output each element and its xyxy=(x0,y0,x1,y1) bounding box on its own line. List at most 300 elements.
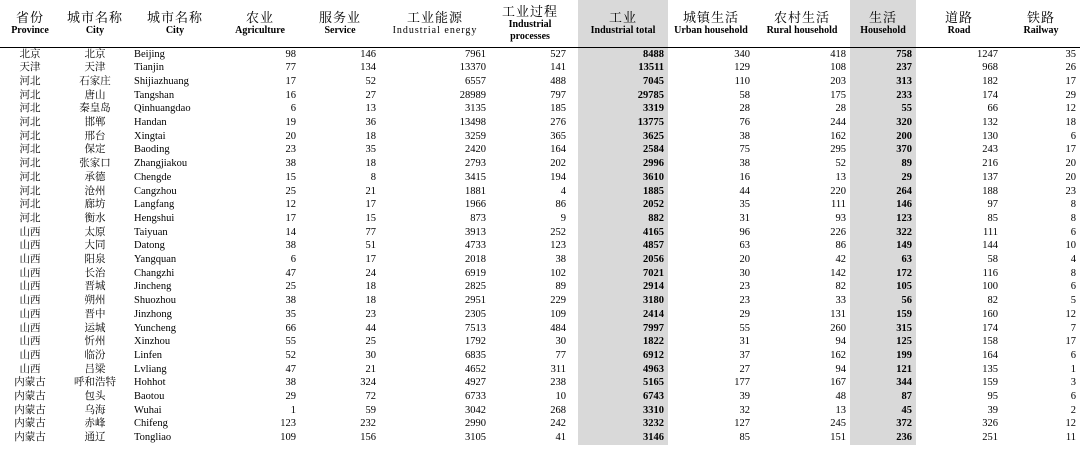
cell-city-cn: 朔州 xyxy=(84,295,106,307)
cell-industrial-total: 2056 xyxy=(578,253,668,267)
cell-industrial-energy: 13370 xyxy=(459,62,486,74)
cell-urban-household: 129 xyxy=(734,62,750,74)
cell-city-cn: 晋城 xyxy=(84,281,106,293)
cell-industrial-processes: 77 xyxy=(555,349,566,361)
cell-province: 河北 xyxy=(19,185,41,197)
table-row xyxy=(0,267,1080,281)
cell-gap xyxy=(570,253,578,267)
cell-railway: 5 xyxy=(1070,295,1076,307)
cell-railway: 10 xyxy=(1065,240,1076,252)
cell-service: 27 xyxy=(365,89,376,101)
cell-service: 36 xyxy=(365,117,376,129)
cell-province: 内蒙古 xyxy=(14,391,46,403)
cell-urban-household: 23 xyxy=(739,281,750,293)
header-railway: 铁路 Railway xyxy=(1023,9,1059,36)
table-row xyxy=(0,280,1080,294)
cell-province: 天津 xyxy=(19,62,41,74)
cell-road: 326 xyxy=(982,418,998,430)
cell-city-en: Chifeng xyxy=(134,418,168,430)
cell-industrial-energy: 4733 xyxy=(465,240,486,252)
cell-urban-household: 44 xyxy=(739,185,750,197)
cell-gap xyxy=(570,308,578,322)
cell-agriculture: 77 xyxy=(285,62,296,74)
cell-province: 山西 xyxy=(19,295,41,307)
cell-gap xyxy=(570,185,578,199)
cell-rural-household: 244 xyxy=(830,117,846,129)
cell-industrial-processes: 238 xyxy=(550,377,566,389)
cell-industrial-total: 2584 xyxy=(578,143,668,157)
cell-city-en: Yuncheng xyxy=(134,322,176,334)
cell-province: 山西 xyxy=(19,308,41,320)
cell-household: 236 xyxy=(850,431,916,445)
cell-industrial-energy: 2951 xyxy=(465,295,486,307)
cell-city-en: Zhangjiakou xyxy=(134,158,188,170)
cell-railway: 18 xyxy=(1065,117,1076,129)
cell-city-cn: 赤峰 xyxy=(84,418,106,430)
cell-city-cn: 呼和浩特 xyxy=(74,377,116,389)
cell-agriculture: 17 xyxy=(285,212,296,224)
cell-industrial-processes: 9 xyxy=(560,212,566,224)
table-row xyxy=(0,390,1080,404)
cell-agriculture: 109 xyxy=(280,432,296,444)
cell-industrial-processes: 527 xyxy=(550,48,566,60)
cell-industrial-energy: 7961 xyxy=(465,48,486,60)
cell-road: 182 xyxy=(982,75,998,87)
cell-road: 116 xyxy=(982,267,998,279)
cell-agriculture: 38 xyxy=(285,377,296,389)
table-row xyxy=(0,417,1080,431)
cell-gap xyxy=(570,431,578,445)
cell-city-en: Baoding xyxy=(134,144,170,156)
cell-city-cn: 长治 xyxy=(84,267,106,279)
cell-industrial-energy: 1792 xyxy=(465,336,486,348)
cell-gap xyxy=(570,102,578,116)
cell-industrial-energy: 6557 xyxy=(465,75,486,87)
header-city-en: 城市名称 City xyxy=(146,9,203,36)
cell-city-en: Baotou xyxy=(134,391,165,403)
table-row xyxy=(0,335,1080,349)
cell-city-en: Yangquan xyxy=(134,254,177,266)
cell-agriculture: 25 xyxy=(285,281,296,293)
cell-industrial-energy: 3105 xyxy=(465,432,486,444)
cell-road: 1247 xyxy=(977,48,998,60)
cell-household: 322 xyxy=(850,226,916,240)
cell-road: 58 xyxy=(987,254,998,266)
cell-city-en: Tangshan xyxy=(134,89,175,101)
cell-service: 72 xyxy=(365,391,376,403)
cell-urban-household: 31 xyxy=(739,336,750,348)
cell-service: 23 xyxy=(365,308,376,320)
cell-province: 山西 xyxy=(19,322,41,334)
cell-city-en: Wuhai xyxy=(134,404,162,416)
cell-gap xyxy=(570,349,578,363)
cell-city-cn: 衡水 xyxy=(84,212,106,224)
cell-province: 内蒙古 xyxy=(14,432,46,444)
cell-industrial-total: 3610 xyxy=(578,171,668,185)
table-row xyxy=(0,89,1080,103)
cell-industrial-total: 4165 xyxy=(578,226,668,240)
cell-rural-household: 131 xyxy=(830,308,846,320)
cell-road: 85 xyxy=(987,212,998,224)
cell-industrial-processes: 194 xyxy=(550,171,566,183)
cell-city-cn: 邢台 xyxy=(84,130,106,142)
cell-industrial-total: 3625 xyxy=(578,130,668,144)
cell-industrial-total: 2052 xyxy=(578,198,668,212)
cell-province: 山西 xyxy=(19,226,41,238)
cell-road: 243 xyxy=(982,144,998,156)
cell-urban-household: 38 xyxy=(739,158,750,170)
cell-service: 8 xyxy=(370,171,376,183)
cell-road: 158 xyxy=(982,336,998,348)
cell-railway: 6 xyxy=(1070,349,1076,361)
cell-industrial-processes: 488 xyxy=(550,75,566,87)
header-service: 服务业 Service xyxy=(318,9,361,36)
cell-city-en: Beijing xyxy=(134,48,165,60)
cell-household: 315 xyxy=(850,322,916,336)
cell-industrial-energy: 13498 xyxy=(459,117,486,129)
cell-agriculture: 12 xyxy=(285,199,296,211)
cell-household: 56 xyxy=(850,294,916,308)
cell-agriculture: 38 xyxy=(285,158,296,170)
cell-household: 758 xyxy=(850,47,916,61)
cell-urban-household: 177 xyxy=(734,377,750,389)
cell-household: 233 xyxy=(850,89,916,103)
cell-railway: 6 xyxy=(1070,130,1076,142)
cell-industrial-energy: 6733 xyxy=(465,391,486,403)
cell-gap xyxy=(570,143,578,157)
cell-household: 370 xyxy=(850,143,916,157)
cell-agriculture: 47 xyxy=(285,267,296,279)
cell-railway: 12 xyxy=(1065,308,1076,320)
cell-gap xyxy=(570,157,578,171)
cell-agriculture: 38 xyxy=(285,295,296,307)
cell-city-cn: 通辽 xyxy=(84,432,106,444)
cell-rural-household: 111 xyxy=(831,199,846,211)
cell-industrial-processes: 102 xyxy=(550,267,566,279)
cell-gap xyxy=(570,130,578,144)
cell-railway: 23 xyxy=(1065,185,1076,197)
cell-agriculture: 19 xyxy=(285,117,296,129)
cell-province: 内蒙古 xyxy=(14,404,46,416)
cell-gap xyxy=(570,47,578,61)
cell-road: 39 xyxy=(987,404,998,416)
cell-city-en: Datong xyxy=(134,240,165,252)
cell-road: 968 xyxy=(982,62,998,74)
cell-household: 372 xyxy=(850,417,916,431)
cell-household: 344 xyxy=(850,376,916,390)
cell-household: 159 xyxy=(850,308,916,322)
header-urban-household: 城镇生活 Urban household xyxy=(674,9,748,36)
cell-agriculture: 6 xyxy=(290,254,296,266)
cell-agriculture: 16 xyxy=(285,89,296,101)
cell-urban-household: 340 xyxy=(734,48,750,60)
cell-service: 51 xyxy=(365,240,376,252)
cell-gap xyxy=(570,294,578,308)
cell-road: 164 xyxy=(982,349,998,361)
cell-city-en: Shijiazhuang xyxy=(134,75,189,87)
cell-industrial-total: 6912 xyxy=(578,349,668,363)
cell-city-en: Langfang xyxy=(134,199,175,211)
cell-industrial-energy: 4652 xyxy=(465,363,486,375)
cell-industrial-energy: 1966 xyxy=(465,199,486,211)
cell-city-en: Linfen xyxy=(134,349,162,361)
cell-industrial-total: 13775 xyxy=(578,116,668,130)
header-row xyxy=(0,0,1080,47)
cell-household: 121 xyxy=(850,363,916,377)
cell-industrial-total: 1885 xyxy=(578,185,668,199)
cell-service: 18 xyxy=(365,130,376,142)
table-row xyxy=(0,322,1080,336)
table-row xyxy=(0,185,1080,199)
cell-agriculture: 38 xyxy=(285,240,296,252)
table-row xyxy=(0,171,1080,185)
cell-household: 172 xyxy=(850,267,916,281)
cell-road: 111 xyxy=(983,226,998,238)
cell-road: 100 xyxy=(982,281,998,293)
cell-agriculture: 1 xyxy=(290,404,296,416)
cell-rural-household: 82 xyxy=(835,281,846,293)
cell-service: 17 xyxy=(365,254,376,266)
cell-industrial-processes: 164 xyxy=(550,144,566,156)
table-row xyxy=(0,102,1080,116)
cell-road: 130 xyxy=(982,130,998,142)
table-row xyxy=(0,349,1080,363)
cell-industrial-total: 13511 xyxy=(578,61,668,75)
cell-province: 山西 xyxy=(19,254,41,266)
cell-industrial-energy: 2018 xyxy=(465,254,486,266)
cell-urban-household: 29 xyxy=(739,308,750,320)
cell-industrial-energy: 2990 xyxy=(465,418,486,430)
cell-city-en: Jinzhong xyxy=(134,308,172,320)
table-row xyxy=(0,116,1080,130)
cell-industrial-energy: 6919 xyxy=(465,267,486,279)
cell-railway: 29 xyxy=(1065,89,1076,101)
cell-industrial-total: 3232 xyxy=(578,417,668,431)
cell-railway: 8 xyxy=(1070,212,1076,224)
cell-gap xyxy=(570,322,578,336)
cell-railway: 6 xyxy=(1070,226,1076,238)
cell-railway: 11 xyxy=(1065,432,1076,444)
cell-industrial-processes: 109 xyxy=(550,308,566,320)
cell-city-cn: 秦皇岛 xyxy=(79,103,111,115)
header-household: 生活 Household xyxy=(850,0,916,47)
cell-service: 324 xyxy=(360,377,376,389)
cell-city-en: Tongliao xyxy=(134,432,172,444)
cell-city-cn: 大同 xyxy=(84,240,106,252)
cell-industrial-total: 7021 xyxy=(578,267,668,281)
cell-agriculture: 14 xyxy=(285,226,296,238)
cell-province: 河北 xyxy=(19,144,41,156)
header-industrial-processes: 工业过程 Industrial processes xyxy=(501,3,558,42)
cell-gap xyxy=(570,335,578,349)
cell-city-cn: 阳泉 xyxy=(84,254,106,266)
cell-rural-household: 42 xyxy=(835,254,846,266)
header-agriculture: 农业 Agriculture xyxy=(235,9,285,36)
cell-service: 232 xyxy=(360,418,376,430)
cell-gap xyxy=(570,61,578,75)
cell-industrial-processes: 276 xyxy=(550,117,566,129)
cell-province: 山西 xyxy=(19,281,41,293)
cell-rural-household: 28 xyxy=(835,103,846,115)
table-row xyxy=(0,47,1080,61)
cell-railway: 20 xyxy=(1065,158,1076,170)
cell-industrial-processes: 202 xyxy=(550,158,566,170)
cell-railway: 17 xyxy=(1065,336,1076,348)
cell-province: 内蒙古 xyxy=(14,418,46,430)
cell-industrial-processes: 252 xyxy=(550,226,566,238)
cell-service: 18 xyxy=(365,158,376,170)
cell-rural-household: 260 xyxy=(830,322,846,334)
cell-agriculture: 23 xyxy=(285,144,296,156)
cell-household: 63 xyxy=(850,253,916,267)
cell-city-cn: 沧州 xyxy=(84,185,106,197)
cell-industrial-total: 2414 xyxy=(578,308,668,322)
cell-rural-household: 33 xyxy=(835,295,846,307)
cell-railway: 7 xyxy=(1070,322,1076,334)
cell-province: 河北 xyxy=(19,89,41,101)
cell-railway: 8 xyxy=(1070,199,1076,211)
cell-service: 77 xyxy=(365,226,376,238)
cell-city-en: Chengde xyxy=(134,171,172,183)
cell-railway: 26 xyxy=(1065,62,1076,74)
cell-city-en: Xingtai xyxy=(134,130,166,142)
cell-railway: 1 xyxy=(1070,363,1076,375)
cell-industrial-processes: 89 xyxy=(555,281,566,293)
cell-road: 159 xyxy=(982,377,998,389)
cell-city-en: Jincheng xyxy=(134,281,172,293)
cell-province: 山西 xyxy=(19,267,41,279)
cell-gap xyxy=(570,116,578,130)
cell-household: 123 xyxy=(850,212,916,226)
cell-industrial-energy: 4927 xyxy=(465,377,486,389)
cell-industrial-total: 1822 xyxy=(578,335,668,349)
cell-agriculture: 55 xyxy=(285,336,296,348)
cell-city-en: Handan xyxy=(134,117,167,129)
cell-industrial-energy: 2825 xyxy=(465,281,486,293)
cell-railway: 17 xyxy=(1065,144,1076,156)
cell-city-en: Hohhot xyxy=(134,377,166,389)
cell-industrial-processes: 141 xyxy=(550,62,566,74)
header-rural-household: 农村生活 Rural household xyxy=(766,9,838,36)
cell-industrial-processes: 311 xyxy=(550,363,566,375)
cell-city-cn: 廊坊 xyxy=(84,199,106,211)
cell-province: 河北 xyxy=(19,199,41,211)
cell-urban-household: 63 xyxy=(739,240,750,252)
cell-road: 132 xyxy=(982,117,998,129)
cell-city-en: Changzhi xyxy=(134,267,175,279)
header-province: 省份 Province xyxy=(11,9,49,36)
table-row xyxy=(0,61,1080,75)
cell-province: 河北 xyxy=(19,130,41,142)
cell-industrial-energy: 3042 xyxy=(465,404,486,416)
header-gap xyxy=(570,0,578,47)
cell-road: 66 xyxy=(987,103,998,115)
cell-city-en: Shuozhou xyxy=(134,295,176,307)
cell-industrial-energy: 3259 xyxy=(465,130,486,142)
cell-industrial-total: 2914 xyxy=(578,280,668,294)
table-row xyxy=(0,239,1080,253)
cell-industrial-processes: 268 xyxy=(550,404,566,416)
cell-industrial-energy: 28989 xyxy=(459,89,486,101)
cell-industrial-total: 7045 xyxy=(578,75,668,89)
cell-household: 200 xyxy=(850,130,916,144)
cell-road: 95 xyxy=(987,391,998,403)
cell-city-cn: 唐山 xyxy=(84,89,106,101)
cell-industrial-energy: 3415 xyxy=(465,171,486,183)
cell-city-cn: 忻州 xyxy=(84,336,106,348)
cell-urban-household: 76 xyxy=(739,117,750,129)
cell-household: 199 xyxy=(850,349,916,363)
cell-city-cn: 北京 xyxy=(84,48,106,60)
cell-rural-household: 13 xyxy=(835,171,846,183)
cell-agriculture: 98 xyxy=(285,48,296,60)
cell-railway: 6 xyxy=(1070,391,1076,403)
cell-railway: 12 xyxy=(1065,418,1076,430)
table-row xyxy=(0,294,1080,308)
cell-urban-household: 32 xyxy=(739,404,750,416)
cell-road: 137 xyxy=(982,171,998,183)
cell-industrial-total: 4963 xyxy=(578,363,668,377)
cell-service: 156 xyxy=(360,432,376,444)
cell-rural-household: 203 xyxy=(830,75,846,87)
cell-household: 125 xyxy=(850,335,916,349)
cell-service: 24 xyxy=(365,267,376,279)
cell-industrial-total: 3180 xyxy=(578,294,668,308)
cell-industrial-processes: 185 xyxy=(550,103,566,115)
table-row xyxy=(0,157,1080,171)
cell-industrial-energy: 2420 xyxy=(465,144,486,156)
cell-industrial-processes: 86 xyxy=(555,199,566,211)
cell-gap xyxy=(570,212,578,226)
cell-industrial-total: 2996 xyxy=(578,157,668,171)
cell-agriculture: 6 xyxy=(290,103,296,115)
cell-province: 山西 xyxy=(19,336,41,348)
cell-industrial-processes: 797 xyxy=(550,89,566,101)
cell-city-en: Cangzhou xyxy=(134,185,177,197)
cell-urban-household: 16 xyxy=(739,171,750,183)
cell-province: 河北 xyxy=(19,75,41,87)
table-row xyxy=(0,198,1080,212)
cell-industrial-total: 882 xyxy=(578,212,668,226)
cell-industrial-energy: 2305 xyxy=(465,308,486,320)
cell-gap xyxy=(570,89,578,103)
cell-province: 河北 xyxy=(19,171,41,183)
cell-gap xyxy=(570,280,578,294)
cell-city-en: Taiyuan xyxy=(134,226,168,238)
cell-city-cn: 晋中 xyxy=(84,308,106,320)
cell-urban-household: 127 xyxy=(734,418,750,430)
cell-city-cn: 吕梁 xyxy=(84,363,106,375)
cell-railway: 8 xyxy=(1070,267,1076,279)
table-row xyxy=(0,212,1080,226)
cell-gap xyxy=(570,363,578,377)
header-city-cn: 城市名称 City xyxy=(66,9,123,36)
cell-agriculture: 35 xyxy=(285,308,296,320)
cell-railway: 4 xyxy=(1070,254,1076,266)
cell-industrial-total: 3146 xyxy=(578,431,668,445)
cell-province: 河北 xyxy=(19,103,41,115)
header-industrial-energy: 工业能源 Industrial energy xyxy=(392,9,478,36)
cell-service: 15 xyxy=(365,212,376,224)
cell-service: 17 xyxy=(365,199,376,211)
cell-urban-household: 55 xyxy=(739,322,750,334)
cell-agriculture: 47 xyxy=(285,363,296,375)
table-row xyxy=(0,253,1080,267)
cell-industrial-energy: 2793 xyxy=(465,158,486,170)
cell-rural-household: 86 xyxy=(835,240,846,252)
table-row xyxy=(0,130,1080,144)
cell-province: 山西 xyxy=(19,349,41,361)
